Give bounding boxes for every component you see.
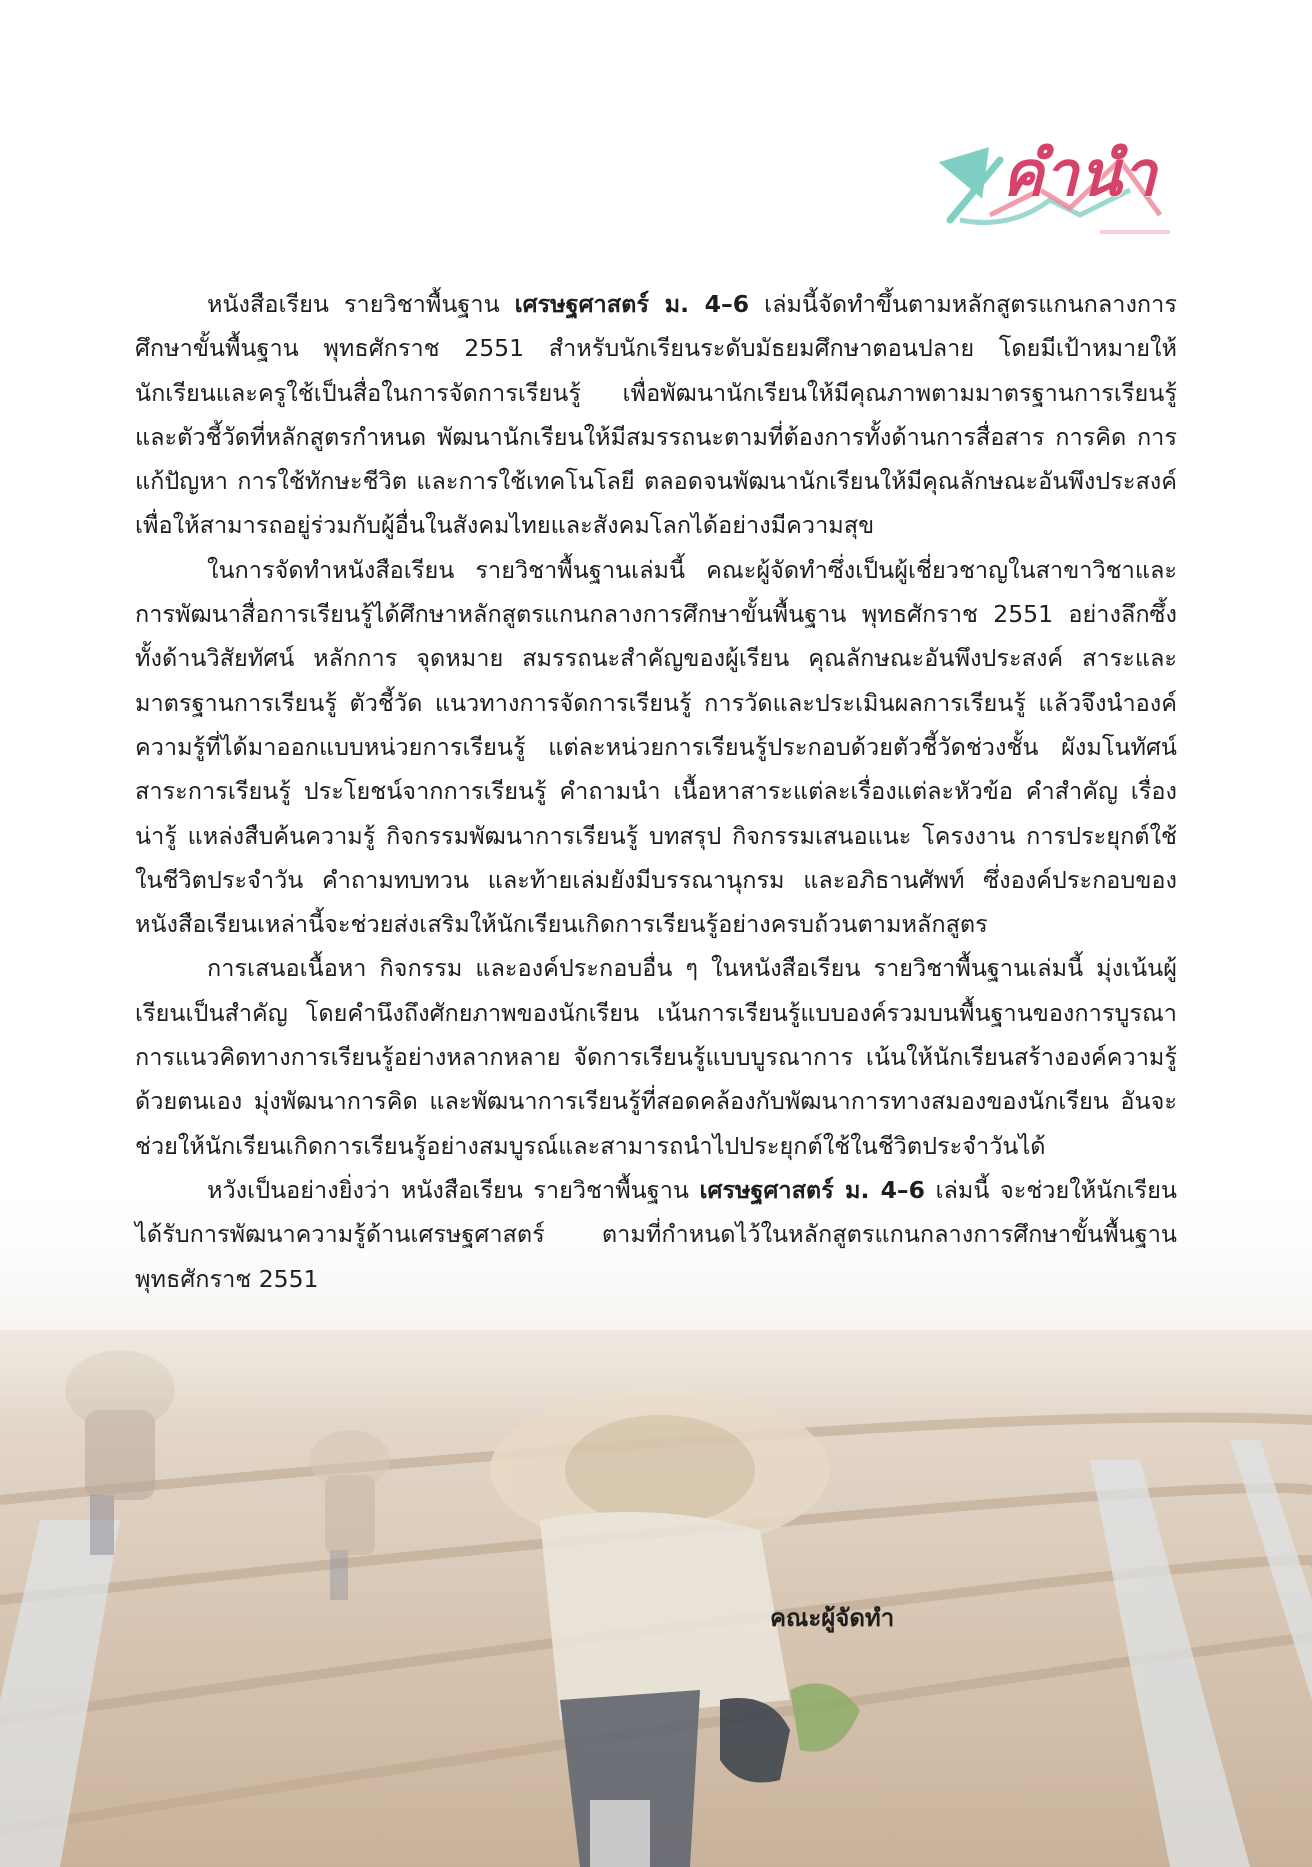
paragraph-text: เล่มนี้จัดทำขึ้นตามหลักสูตรแกนกลางการศึกษาขั้นพื้นฐาน พุทธศักราช 2551 สำหรับนักเรียนระดับมัธยมศึกษาตอนปลาย โดยมีเป้าหมายให้นักเรียนและครูใช้เป็นสื่อในการจัดการเรียนรู้ เพื่อพัฒนานักเรียนให้มีคุณภาพตามมาตรฐานการเรียนรู้และตัวชี้วัดที่หลักสูตรกำหนด พัฒนานักเรียนให้มีสมรรถนะตามที่ต้องการทั้งด้านการสื่อสาร การคิด การแก้ปัญหา การใช้ทักษะชีวิต และการใช้เทคโนโลยี ตลอดจนพัฒนานักเรียนให้มีคุณลักษณะอันพึงประสงค์ เพื่อให้สามารถอยู่ร่วมกับผู้อื่นในสังคมไทยและสังคมโลกได้อย่างมีความสุข bbox=[135, 290, 1177, 540]
paragraph-text: หวังเป็นอย่างยิ่งว่า หนังสือเรียน รายวิชาพื้นฐาน bbox=[207, 1175, 700, 1204]
page-title: คำนำ bbox=[1002, 137, 1158, 210]
paragraph-3 bbox=[135, 946, 1177, 1167]
paragraph-4 bbox=[135, 1168, 1177, 1301]
preface-body bbox=[135, 282, 1177, 1301]
paragraph-bold-text: เศรษฐศาสตร์ ม. 4–6 bbox=[699, 1175, 926, 1204]
paragraph-text: เล่มนี้ จะช่วยให้นักเรียนได้รับการพัฒนาความรู้ด้านเศรษฐศาสตร์ ตามที่กำหนดไว้ในหลักสูตรแกนกลางการศึกษาขั้นพื้นฐาน พุทธศักราช 2551 bbox=[135, 1175, 1177, 1293]
paragraph-text: การเสนอเนื้อหา กิจกรรม และองค์ประกอบอื่น ๆ ในหนังสือเรียน รายวิชาพื้นฐานเล่มนี้ มุ่งเน้นผู้เรียนเป็นสำคัญ โดยคำนึงถึงศักยภาพของนักเรียน เน้นการเรียนรู้แบบองค์รวมบนพื้นฐานของการบูรณาการแนวคิดทางการเรียนรู้อย่างหลากหลาย จัดการเรียนรู้แบบบูรณาการ เน้นให้นักเรียนสร้างองค์ความรู้ด้วยตนเอง มุ่งพัฒนาการคิด และพัฒนาการเรียนรู้ที่สอดคล้องกับพัฒนาการทางสมองของนักเรียน อันจะช่วยให้นักเรียนเกิดการเรียนรู้อย่างสมบูรณ์และสามารถนำไปประยุกต์ใช้ในชีวิตประจำวันได้ bbox=[135, 954, 1177, 1160]
signature: คณะผู้จัดทำ bbox=[770, 1604, 895, 1632]
paragraph-1 bbox=[135, 282, 1177, 548]
paragraph-bold-text: เศรษฐศาสตร์ ม. 4–6 bbox=[514, 290, 750, 318]
paragraph-text: หนังสือเรียน รายวิชาพื้นฐาน bbox=[207, 290, 515, 318]
paragraph-2 bbox=[135, 548, 1177, 947]
paragraph-text: ในการจัดทำหนังสือเรียน รายวิชาพื้นฐานเล่มนี้ คณะผู้จัดทำซึ่งเป็นผู้เชี่ยวชาญในสาขาวิชาและการพัฒนาสื่อการเรียนรู้ได้ศึกษาหลักสูตรแกนกลางการศึกษาขั้นพื้นฐาน พุทธศักราช 2551 อย่างลึกซึ้ง ทั้งด้านวิสัยทัศน์ หลักการ จุดหมาย สมรรถนะสำคัญของผู้เรียน คุณลักษณะอันพึงประสงค์ สาระและมาตรฐานการเรียนรู้ ตัวชี้วัด แนวทางการจัดการเรียนรู้ การวัดและประเมินผลการเรียนรู้ แล้วจึงนำองค์ความรู้ที่ได้มาออกแบบหน่วยการเรียนรู้ แต่ละหน่วยการเรียนรู้ประกอบด้วยตัวชี้วัดช่วงชั้น ผังมโนทัศน์สาระการเรียนรู้ ประโยชน์จากการเรียนรู้ คำถามนำ เนื้อหาสาระแต่ละเรื่องแต่ละหัวข้อ คำสำคัญ เรื่องน่ารู้ แหล่งสืบค้นความรู้ กิจกรรมพัฒนาการเรียนรู้ บทสรุป กิจกรรมเสนอแนะ โครงงาน การประยุกต์ใช้ในชีวิตประจำวัน คำถามทบทวน และท้ายเล่มยังมีบรรณานุกรม และอภิธานศัพท์ ซึ่งองค์ประกอบของหนังสือเรียนเหล่านี้จะช่วยส่งเสริมให้นักเรียนเกิดการเรียนรู้อย่างครบถ้วนตามหลักสูตร bbox=[135, 555, 1177, 939]
